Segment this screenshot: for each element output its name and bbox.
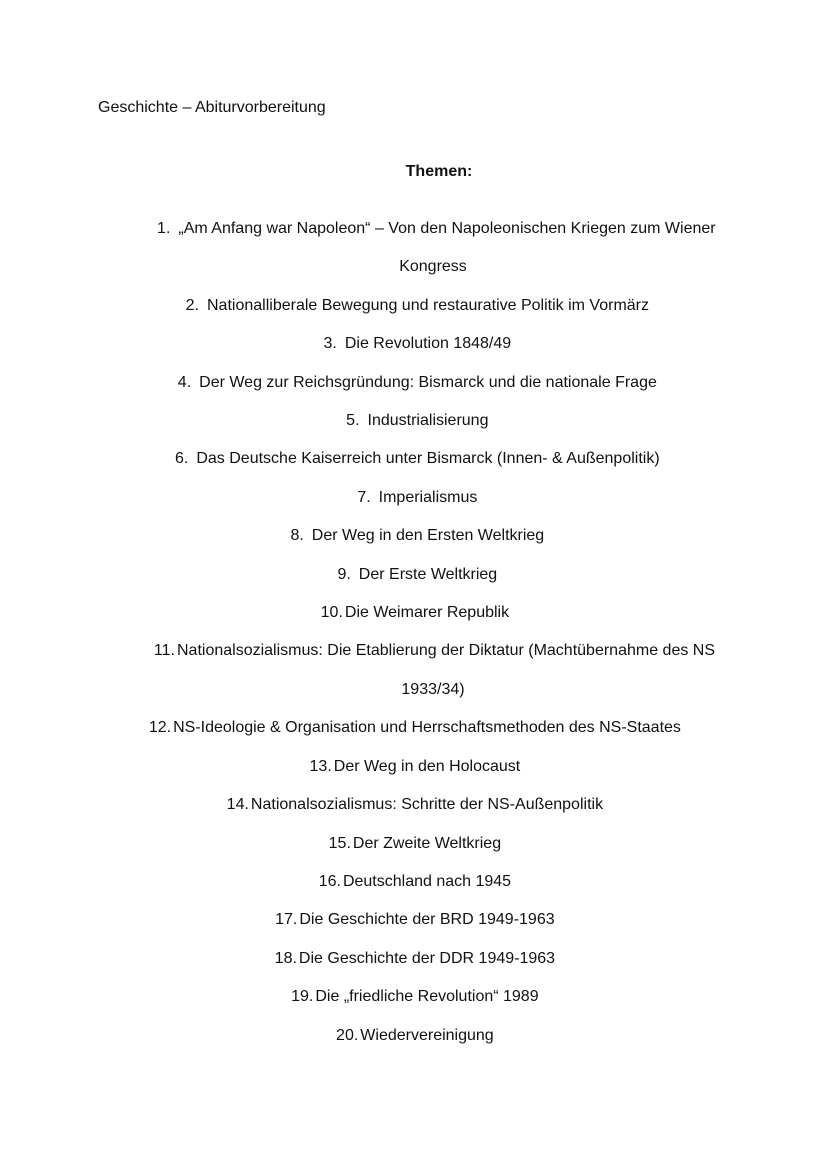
list-item-number: 19. [291, 988, 314, 1006]
list-item [0, 786, 828, 824]
list-item [0, 863, 828, 901]
list-item-number: 7. [357, 488, 371, 506]
list-item [0, 632, 828, 709]
list-item-title: Der Weg in den Ersten Weltkrieg [311, 527, 545, 545]
list-item-number: 2. [185, 296, 199, 314]
section-title: Themen: [405, 163, 473, 180]
list-item-title: Der Zweite Weltkrieg [352, 834, 502, 852]
list-item [0, 709, 828, 747]
list-item [0, 517, 828, 555]
list-item-number: 16. [318, 872, 341, 890]
list-item [0, 978, 828, 1016]
topic-list [0, 210, 828, 1055]
list-item-title: NS-Ideologie & Organisation und Herrschaftsmethoden des NS-Staates [173, 719, 681, 737]
list-item-number: 18. [274, 949, 297, 967]
list-item [0, 440, 828, 478]
list-item [0, 479, 828, 517]
list-item-number: 4. [177, 373, 192, 391]
list-item-number: 12. [148, 719, 172, 737]
list-item-title: Deutschland nach 1945 [342, 872, 512, 890]
list-item-number: 8. [290, 527, 304, 545]
document-header: Geschichte – Abiturvorbereitung [98, 99, 326, 116]
list-item-title: „Am Anfang war Napoleon“ – Von den Napoleonischen Kriegen zum Wiener Kongress [178, 220, 716, 276]
list-item-title: Die Weimarer Republik [344, 604, 510, 622]
list-item-title: Die Revolution 1848/49 [344, 335, 512, 353]
list-item [0, 594, 828, 632]
list-item-number: 17. [275, 911, 298, 929]
list-item-title: Der Weg in den Holocaust [333, 757, 521, 775]
list-item-title: Der Weg zur Reichsgründung: Bismarck und die nationale Frage [199, 373, 657, 391]
list-item [0, 402, 828, 440]
list-item-number: 15. [328, 834, 351, 852]
list-item [0, 901, 828, 939]
list-item-title: Imperialismus [378, 488, 478, 506]
list-item-title: Das Deutsche Kaiserreich unter Bismarck (Innen- & Außenpolitik) [196, 450, 660, 468]
list-item-title: Nationalliberale Bewegung und restaurative Politik im Vormärz [207, 296, 649, 314]
list-item-title: Die Geschichte der DDR 1949-1963 [298, 949, 556, 967]
list-item-number: 1. [157, 220, 171, 237]
list-item-number: 20. [336, 1026, 359, 1044]
list-item [0, 748, 828, 786]
list-item-title: Nationalsozialismus: Schritte der NS-Außenpolitik [250, 796, 604, 814]
list-item-number: 6. [175, 450, 189, 468]
list-item-number: 3. [323, 335, 337, 353]
list-item-title: Nationalsozialismus: Die Etablierung der Diktatur (Machtübernahme des NS 1933/34) [176, 642, 716, 698]
list-item-title: Wiedervereinigung [360, 1026, 494, 1044]
list-item-number: 13. [309, 757, 332, 775]
list-item [0, 364, 828, 402]
list-item-number: 9. [337, 565, 351, 583]
list-item-number: 5. [346, 412, 360, 430]
list-item [0, 1017, 828, 1055]
list-item-title: Industrialisierung [367, 412, 489, 430]
list-item-content [123, 210, 743, 287]
list-item-title: Die Geschichte der BRD 1949-1963 [299, 911, 555, 929]
list-item-number: 11. [153, 642, 175, 660]
list-item [0, 825, 828, 863]
list-item [0, 556, 828, 594]
list-item [0, 325, 828, 363]
list-item-number: 10. [320, 604, 343, 622]
list-item-number: 14. [226, 796, 249, 814]
list-item [0, 287, 828, 325]
list-item-title: Die „friedliche Revolution“ 1989 [315, 988, 539, 1006]
list-item-content [123, 632, 743, 709]
list-item [0, 940, 828, 978]
list-item-title: Der Erste Weltkrieg [358, 565, 498, 583]
list-item [0, 210, 828, 287]
